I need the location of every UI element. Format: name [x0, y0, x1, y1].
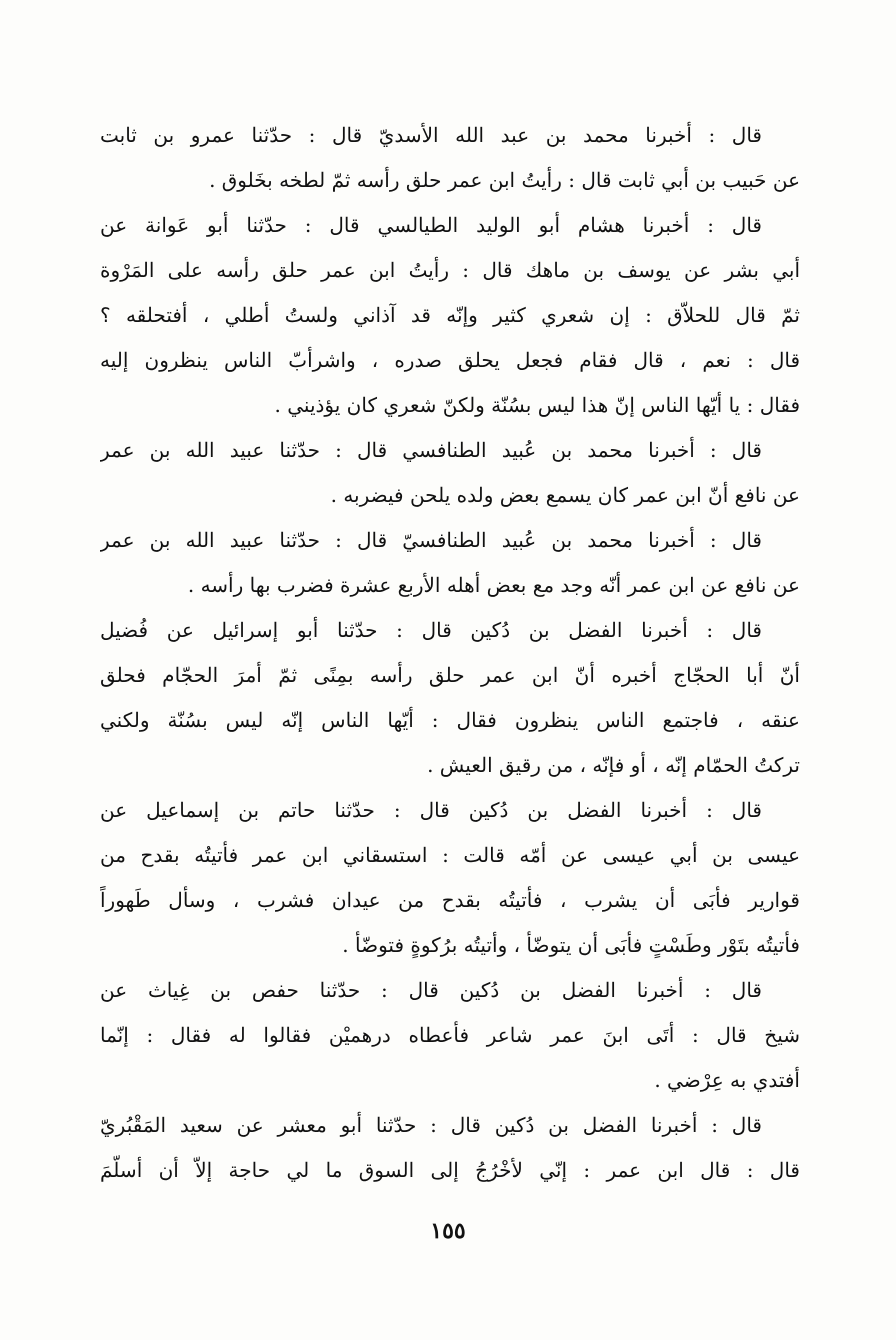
text-line: قوارير فأبَى أن يشرب ، فأتيتُه بقدح من عيدان فشرب ، وسأل طَهوراً [100, 888, 800, 912]
text-line: شيخ قال : أتَى ابنَ عمر شاعر فأعطاه درهميْن فقالوا له فقال : إنّما [100, 1023, 800, 1047]
text-line: عن نافع عن ابن عمر أنّه وجد مع بعض أهله الأربع عشرة فضرب بها رأسه . [187, 573, 800, 597]
text-line: قال : قال ابن عمر : إنّي لأخْرُجُ إلى السوق ما لي حاجة إلاّ أن أسلّمَ [100, 1158, 800, 1182]
text-line: قال : أخبرنا محمد بن عُبيد الطنافسي قال : حدّثنا عبيد الله بن عمر [100, 438, 762, 462]
text-line: قال : أخبرنا هشام أبو الوليد الطيالسي قال : حدّثنا أبو عَوانة عن [100, 213, 762, 237]
text-line: أفتدي به عِرْضي . [654, 1068, 800, 1092]
text-line: عيسى بن أبي عيسى عن أمّه قالت : استسقاني ابن عمر فأتيتُه بقدح من [100, 843, 800, 867]
text-line: تركتُ الحمّام إنّه ، أو فإنّه ، من رقيق العيش . [427, 753, 800, 777]
text-line: عنقه ، فاجتمع الناس ينظرون فقال : أيّها الناس إنّه ليس بسُنّة ولكني [100, 708, 800, 732]
text-line: فأتيتُه بتَوْر وطَسْتٍ فأبَى أن يتوضّأ ، وأتيتُه برُكوةٍ فتوضّأ . [342, 933, 800, 957]
text-line: قال : نعم ، قال فقام فجعل يحلق صدره ، واشرأبّ الناس ينظرون إليه [100, 348, 800, 372]
text-line: قال : أخبرنا الفضل بن دُكين قال : حدّثنا حفص بن غِياث عن [100, 978, 762, 1002]
text-line: أبي بشر عن يوسف بن ماهك قال : رأيتُ ابن عمر حلق رأسه على المَرْوة [100, 258, 800, 282]
text-line: عن حَبيب بن أبي ثابت قال : رأيتُ ابن عمر حلق رأسه ثمّ لطخه بخَلوق . [209, 168, 800, 192]
text-line: قال : أخبرنا الفضل بن دُكين قال : حدّثنا أبو معشر عن سعيد المَقْبُريّ [100, 1113, 762, 1137]
text-line: قال : أخبرنا محمد بن عُبيد الطنافسيّ قال : حدّثنا عبيد الله بن عمر [100, 528, 762, 552]
text-line: قال : أخبرنا الفضل بن دُكين قال : حدّثنا حاتم بن إسماعيل عن [100, 798, 762, 822]
text-line: ثمّ قال للحلاّق : إن شعري كثير وإنّه قد آذاني ولستُ أطلي ، أفتحلقه ؟ [100, 303, 800, 327]
text-line: عن نافع أنّ ابن عمر كان يسمع بعض ولده يلحن فيضربه . [330, 483, 800, 507]
text-line: قال : أخبرنا الفضل بن دُكين قال : حدّثنا أبو إسرائيل عن فُضيل [100, 618, 762, 642]
page-number: ١٥٥ [430, 1218, 466, 1244]
body-text [100, 113, 800, 1193]
text-line: أنّ أبا الحجّاج أخبره أنّ ابن عمر حلق رأسه بمِنًى ثمّ أمرَ الحجّام فحلق [100, 663, 800, 687]
text-line: فقال : يا أيّها الناس إنّ هذا ليس بسُنّة ولكنّ شعري كان يؤذيني . [274, 393, 800, 417]
text-line: قال : أخبرنا محمد بن عبد الله الأسديّ قال : حدّثنا عمرو بن ثابت [100, 123, 762, 147]
